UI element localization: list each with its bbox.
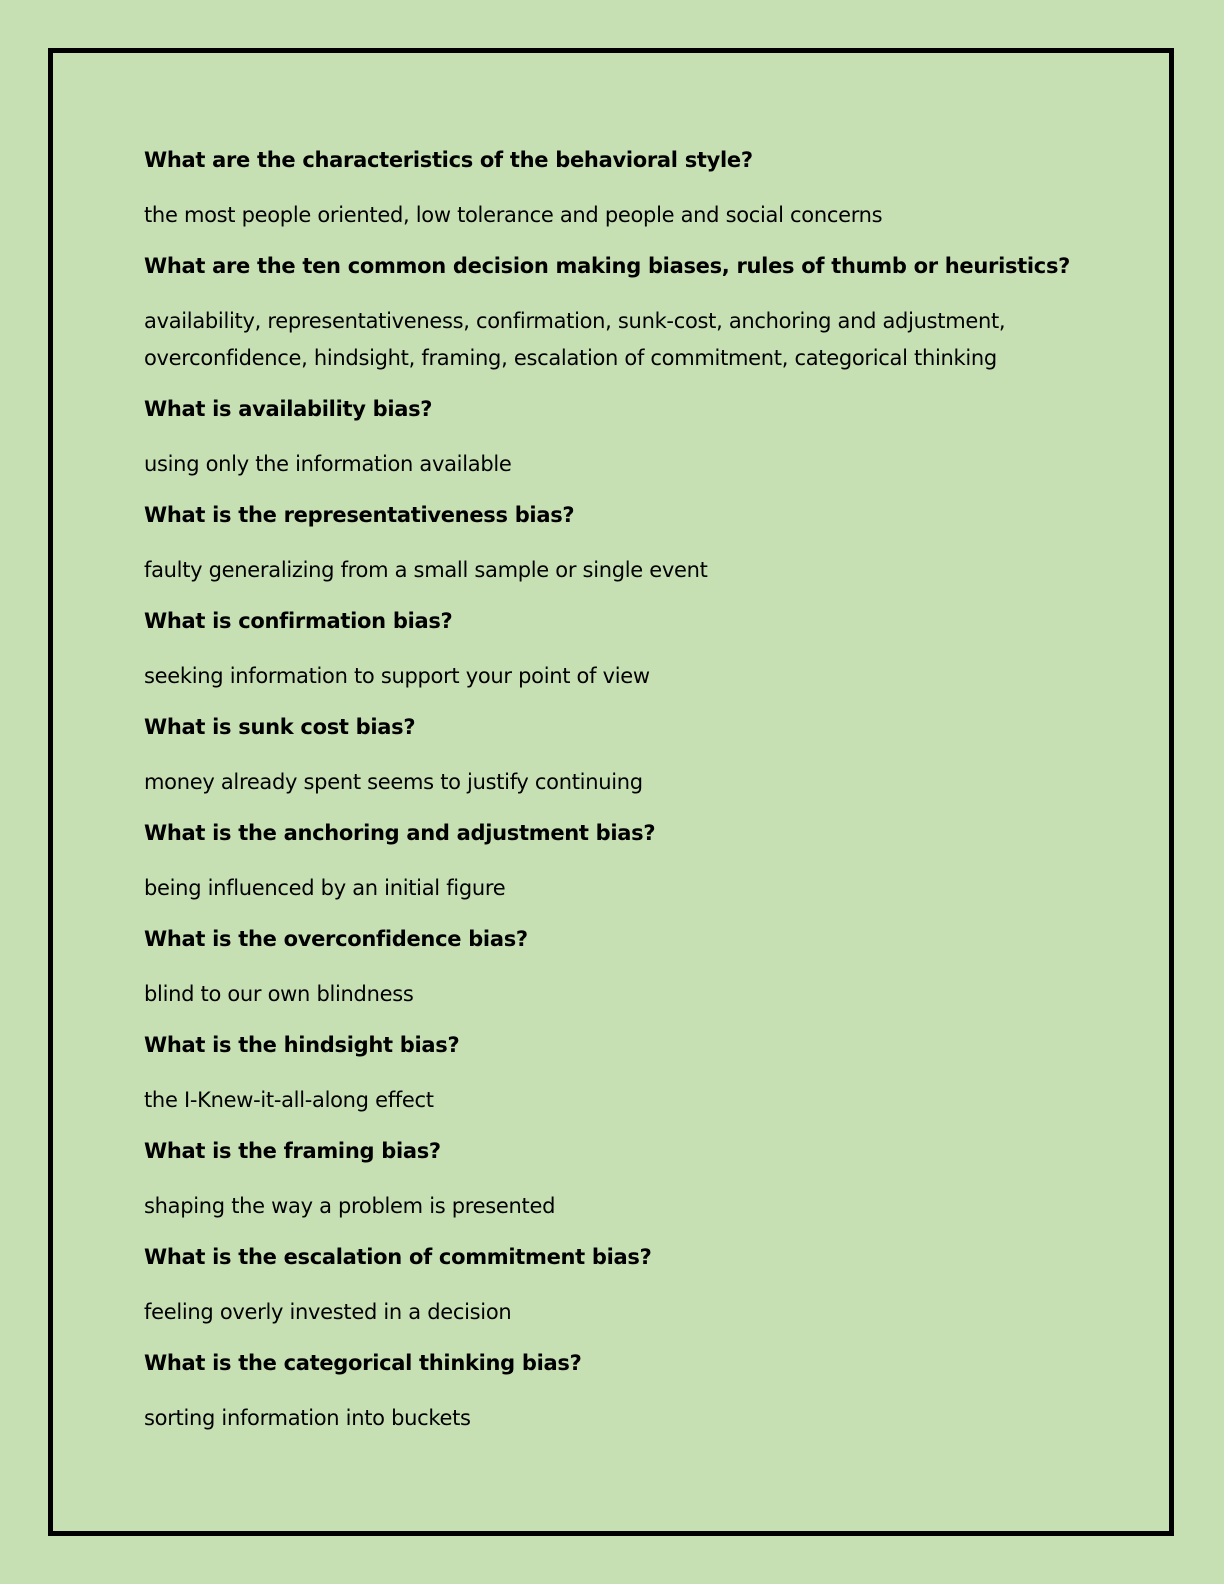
question: What is the escalation of commitment bias? [144,1245,652,1269]
question: What is the overconfidence bias? [144,927,528,951]
answer: faulty generalizing from a small sample or single event [144,558,708,582]
answer: the most people oriented, low tolerance and people and social concerns [144,203,883,227]
qa-item [144,393,1084,483]
qa-item [144,817,1084,907]
answer: shaping the way a problem is presented [144,1194,556,1218]
question: What is the hindsight bias? [144,1033,460,1057]
answer: availability, representativeness, confirmation, sunk-cost, anchoring and adjustment, overconfidence, hindsight, framing, escalation of commitment, categorical thinking [144,309,1006,370]
qa-item [144,1029,1084,1119]
question: What is the anchoring and adjustment bias? [144,821,656,845]
answer: sorting information into buckets [144,1406,471,1430]
qa-item [144,144,1084,234]
question: What is sunk cost bias? [144,715,416,739]
qa-item [144,923,1084,1013]
question: What are the characteristics of the behavioral style? [144,148,753,172]
question: What is the framing bias? [144,1139,441,1163]
question: What is availability bias? [144,397,433,421]
answer: being influenced by an initial figure [144,876,506,900]
question: What is confirmation bias? [144,609,453,633]
question: What are the ten common decision making biases, rules of thumb or heuristics? [144,254,1071,278]
question: What is the categorical thinking bias? [144,1351,582,1375]
qa-item [144,605,1084,695]
answer: feeling overly invested in a decision [144,1300,512,1324]
answer: the I-Knew-it-all-along effect [144,1088,434,1112]
question: What is the representativeness bias? [144,503,575,527]
answer: money already spent seems to justify continuing [144,770,643,794]
qa-item [144,1347,1084,1437]
answer: seeking information to support your point of view [144,664,650,688]
qa-item [144,711,1084,801]
answer: using only the information available [144,452,512,476]
answer: blind to our own blindness [144,982,414,1006]
qa-list [144,144,1084,1453]
qa-item [144,1241,1084,1331]
qa-item [144,499,1084,589]
qa-item [144,250,1084,377]
qa-item [144,1135,1084,1225]
